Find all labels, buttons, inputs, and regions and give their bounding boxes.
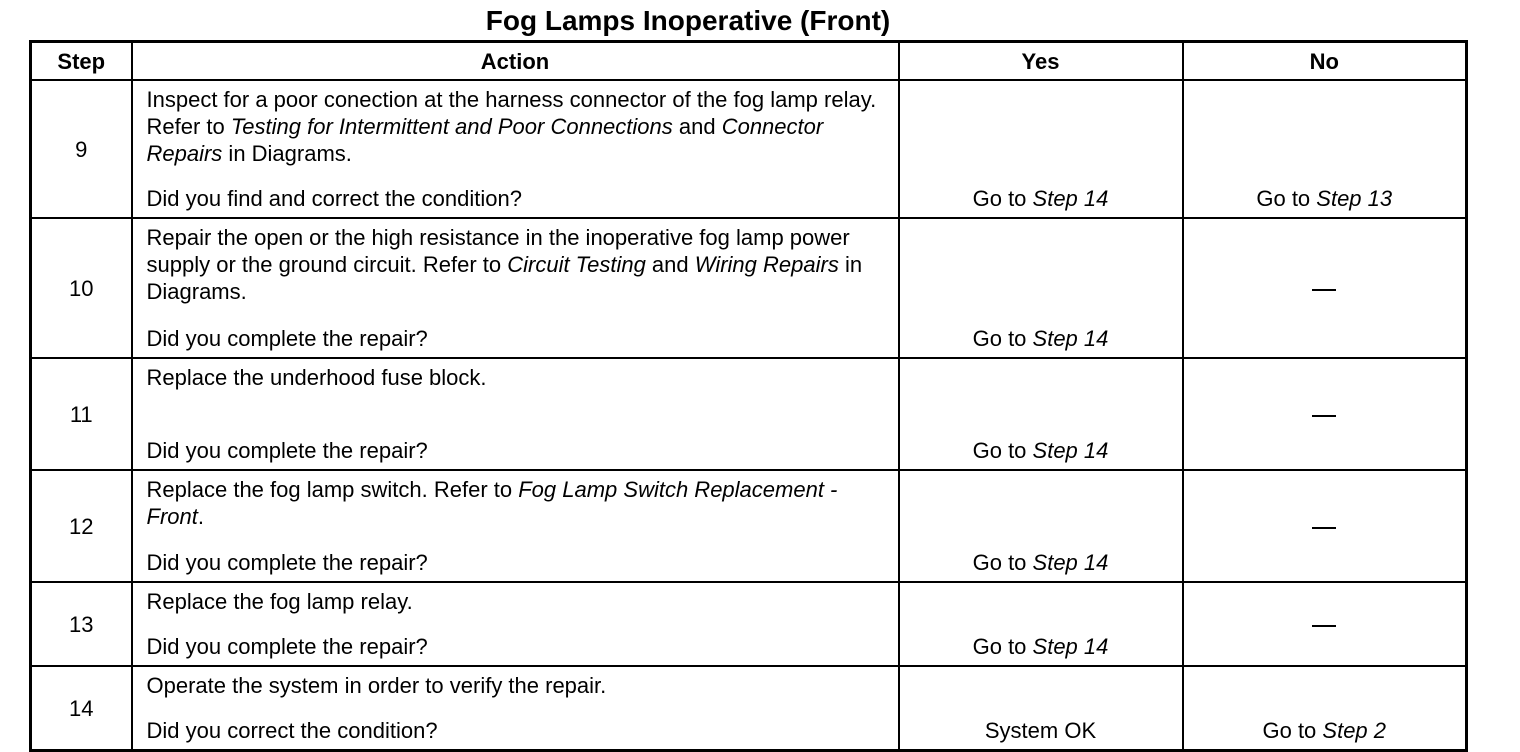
no-result xyxy=(1183,218,1467,358)
table-row xyxy=(31,358,1467,470)
action-question: Did you correct the condition? xyxy=(146,718,438,743)
reference-link-text: Testing for Intermittent and Poor Connections xyxy=(230,114,673,139)
reference-link-text: Circuit Testing xyxy=(507,252,646,277)
step-number: 10 xyxy=(31,218,132,358)
instruction-text: Replace the fog lamp relay. xyxy=(146,589,413,614)
action-question: Did you complete the repair? xyxy=(146,438,428,463)
action-instruction xyxy=(147,224,886,305)
table-row xyxy=(31,80,1467,218)
yes-result-text: Go to xyxy=(972,634,1033,659)
action-instruction xyxy=(147,364,886,391)
no-result-text: Go to xyxy=(1262,718,1323,743)
reference-link-text: Connector Repairs xyxy=(146,114,824,166)
yes-result-text: Go to xyxy=(972,550,1033,575)
instruction-text: Repair the open or the high resistance in the inoperative fog lamp power supply or the ground circuit. Refer to xyxy=(146,225,850,277)
step-number: 11 xyxy=(31,358,132,470)
table-row xyxy=(31,666,1467,751)
dash-mark xyxy=(1312,527,1336,529)
header-action: Action xyxy=(132,42,899,81)
instruction-text: in Diagrams. xyxy=(222,141,352,166)
yes-result xyxy=(899,358,1183,470)
no-step-reference: Step 2 xyxy=(1322,718,1387,743)
no-result xyxy=(1183,358,1467,470)
no-result xyxy=(1183,80,1467,218)
action-question: Did you find and correct the condition? xyxy=(146,186,522,211)
action-question: Did you complete the repair? xyxy=(146,550,428,575)
action-cell xyxy=(132,470,899,582)
diagnostic-table xyxy=(29,40,1468,752)
action-instruction xyxy=(147,86,886,167)
action-cell xyxy=(132,218,899,358)
action-cell xyxy=(132,582,899,666)
yes-step-reference: Step 14 xyxy=(1032,438,1109,463)
yes-step-reference: Step 14 xyxy=(1032,634,1109,659)
instruction-text: and xyxy=(645,252,695,277)
header-step: Step xyxy=(31,42,132,81)
yes-result xyxy=(899,80,1183,218)
instruction-text: . xyxy=(197,504,204,529)
action-cell xyxy=(132,666,899,751)
no-result xyxy=(1183,582,1467,666)
instruction-text: Replace the underhood fuse block. xyxy=(146,365,487,390)
yes-result-text: System OK xyxy=(984,718,1097,743)
action-question: Did you complete the repair? xyxy=(146,634,428,659)
step-number: 14 xyxy=(31,666,132,751)
no-result xyxy=(1183,666,1467,751)
table-row xyxy=(31,582,1467,666)
action-instruction xyxy=(147,476,886,530)
no-result xyxy=(1183,470,1467,582)
yes-result xyxy=(899,218,1183,358)
table-row xyxy=(31,470,1467,582)
yes-result xyxy=(899,666,1183,751)
instruction-text: Inspect for a poor conection at the harness connector of the fog lamp relay. Refer to xyxy=(146,87,877,139)
action-cell xyxy=(132,358,899,470)
no-step-reference: Step 13 xyxy=(1316,186,1393,211)
yes-result-text: Go to xyxy=(972,438,1033,463)
yes-result-text: Go to xyxy=(972,326,1033,351)
yes-step-reference: Step 14 xyxy=(1032,550,1109,575)
yes-step-reference: Step 14 xyxy=(1032,326,1109,351)
dash-mark xyxy=(1312,415,1336,417)
table-body xyxy=(31,80,1467,751)
header-no: No xyxy=(1183,42,1467,81)
action-instruction xyxy=(147,672,886,699)
dash-mark xyxy=(1312,289,1336,291)
no-result-text: Go to xyxy=(1256,186,1317,211)
step-number: 9 xyxy=(31,80,132,218)
header-yes: Yes xyxy=(899,42,1183,81)
action-cell xyxy=(132,80,899,218)
table-row xyxy=(31,218,1467,358)
reference-link-text: Wiring Repairs xyxy=(694,252,839,277)
table-header-row xyxy=(31,42,1467,81)
instruction-text: Replace the fog lamp switch. Refer to xyxy=(146,477,519,502)
yes-result xyxy=(899,582,1183,666)
step-number: 13 xyxy=(31,582,132,666)
action-question: Did you complete the repair? xyxy=(146,326,428,351)
instruction-text: in Diagrams. xyxy=(146,252,863,304)
reference-link-text: Fog Lamp Switch Replacement - Front xyxy=(146,477,838,529)
instruction-text: Operate the system in order to verify the repair. xyxy=(146,673,607,698)
action-instruction xyxy=(147,588,886,615)
page-title: Fog Lamps Inoperative (Front) xyxy=(485,5,891,36)
yes-result-text: Go to xyxy=(972,186,1033,211)
instruction-text: and xyxy=(672,114,722,139)
step-number: 12 xyxy=(31,470,132,582)
yes-step-reference: Step 14 xyxy=(1032,186,1109,211)
dash-mark xyxy=(1312,625,1336,627)
yes-result xyxy=(899,470,1183,582)
